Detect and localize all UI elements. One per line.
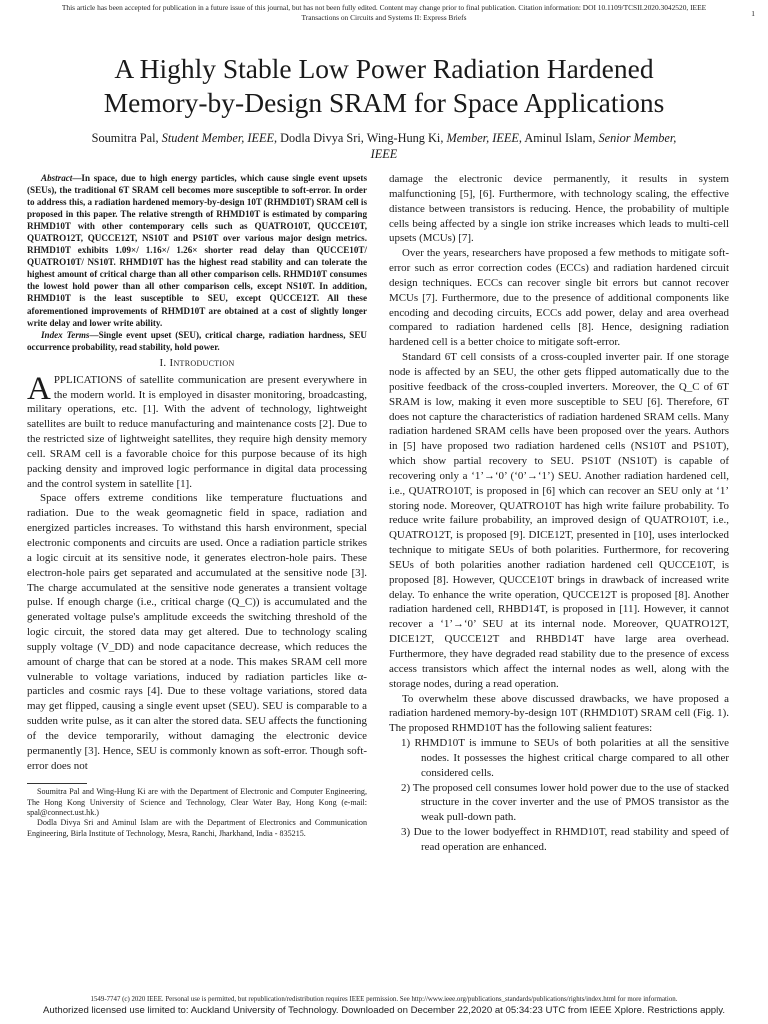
intro-paragraph-1-text: PPLICATIONS of satellite communication are present everywhere in the modern world. It is employed in disaster monitoring, broadcasting, military operations, etc. [1]. With the advent of technology, lightweight satellites are built to reduce manufacturing and maintenance costs [2]. Due to the restricted size of lightweight satellites, they require high density memory cell. SRAM cell is a favorable choice for this purpose because of its high packing density and improved logic performance in digital data processing and the control system in satellite [1]. <box>27 373 367 490</box>
list-item: 2) The proposed cell consumes lower hold power due to the use of stacked structure in the cover inverter and the use of PMOS transistor as the weak pull-down path. <box>401 781 729 824</box>
drop-cap: A <box>27 370 51 407</box>
right-paragraph-2: Over the years, researchers have proposed a few methods to mitigate soft-error such as error correction codes (ECCs) and radiation hardened circuit design techniques. ECCs can recover single bit errors but cannot recover MCUs [7]. Furthermore, due to the presence of additional components like encoding and decoding circuits, ECCs add power, delay and area overhead compared to radiation hardened cells [8]. Hence, designing radiation hardened cell is a better choice to mitigate soft-error. <box>389 247 729 349</box>
left-column <box>27 172 367 839</box>
notice-line-1: This article has been accepted for publication in a future issue of this journal, but has not been fully edited. Content may change prior to final publication. Citation information: DOI 10.1109/TCSII.2020.3042520, IEEE <box>61 3 707 12</box>
right-paragraph-1: damage the electronic device permanently, it results in system malfunctioning [5], [6]. Furthermore, with technology scaling, the effective distance between transistors is reducing. Hence, the probability of multiple cells being affected by a single ion strike increases which leads to multi-cell upsets (MCUs) [7]. <box>389 173 729 245</box>
list-item: 1) RHMD10T is immune to SEUs of both polarities at all the sensitive nodes. It possesses the highest critical charge compared to all other considered cells. <box>401 737 729 779</box>
publication-notice <box>20 3 748 22</box>
footnote-affiliation-1: Soumitra Pal and Wing-Hung Ki are with the Department of Electronic and Computer Engineering, The Hong Kong University of Science and Technology, Clear Water Bay, Hong Kong (e-mail: spal@connect.ust.hk.) <box>27 787 367 818</box>
intro-paragraph-1 <box>27 370 367 492</box>
section-heading-introduction: I. Introduction <box>159 356 235 369</box>
author-2-3: , Dodla Divya Sri, Wing-Hung Ki, <box>274 131 444 145</box>
abstract <box>27 172 367 329</box>
author-3-role: Member, IEEE <box>446 131 519 145</box>
intro-paragraph-2: Space offers extreme conditions like temperature fluctuations and radiation. Due to the weak geomagnetic field in space, radiation and energized particles increases. To withstand this harsh environment, special electronic components and circuits are used. Once a radiation particle strikes a logic circuit at its sensitive node, it generates electron-hole pairs. These electron-hole pairs get separated and accumulated at the sensitive node [3]. The charge accumulated at the sensitive node generates a transient voltage pulse. If enough charge (i.e., critical charge (Q_C)) is accumulated and the generated voltage pulse's amplitude exceeds the switching threshold of the logic circuit, the stored data may get altered. Due to technology scaling supply voltage (V_DD) and node capacitance decrease, which reduces the amount of charge that can be stored at a node. This makes SRAM cell more vulnerable to voltage variations, induced by radiation particles like α-particles and cosmic rays [4]. Due to these voltage variations, stored data may get flipped, causing a single event upset (SEU). SEU is comparable to a sudden write pulse, as it can alter the stored data. SEU affects the functioning of the device temporarily, without damaging the electronic device permanently [3]. Hence, SEU is commonly known as soft-error. Though soft-error does not <box>27 492 367 772</box>
page-number: 1 <box>751 9 755 18</box>
author-list <box>30 130 738 162</box>
right-paragraph-4: To overwhelm these above discussed drawbacks, we have proposed a radiation hardened memory-by-design 10T (RHMD10T) SRAM cell (Fig. 1). The proposed RHMD10T has the following salient features: <box>389 692 729 735</box>
index-terms <box>27 329 367 353</box>
author-4-role: Senior Member, <box>598 131 677 145</box>
index-terms-lead: Index Terms <box>41 329 90 340</box>
license-notice: Authorized licensed use limited to: Auckland University of Technology. Downloaded on December 22,2020 at 05:34:23 UTC from IEEE Xplore. Restrictions apply. <box>42 1005 726 1016</box>
footnote-affiliation-2: Dodla Divya Sri and Aminul Islam are with the Department of Electronics and Communication Engineering, Birla Institute of Technology, Mesra, Ranchi, Jharkhand, India - 835215. <box>27 818 367 838</box>
author-4-role-tail: IEEE <box>370 147 398 161</box>
author-4: , Aminul Islam, <box>518 131 596 145</box>
paper-title <box>20 52 748 120</box>
notice-line-2: Transactions on Circuits and Systems II: Express Briefs <box>301 12 467 22</box>
index-terms-text: —Single event upset (SEU), critical charge, radiation hardness, SEU occurrence probability, read stability, hold power. <box>27 329 367 352</box>
footnote-divider <box>27 783 87 784</box>
list-item: 3) Due to the lower bodyeffect in RHMD10T, read stability and speed of read operation are enhanced. <box>401 826 729 853</box>
right-paragraph-3: Standard 6T cell consists of a cross-coupled inverter pair. If one storage node is affected by an SEU, the other gets flipped automatically due to the positive feedback of the cross-coupled inverters. Moreover, the Q_C of 6T SRAM is low, making it even more susceptible to SEU [6]. Therefore, 6T does not capture the characteristics of radiation hardened SRAM cells. Many radiation hardened SRAM cells have been proposed over the years. Authors in [5] have proposed two radiation hardened cells (NS10T and PS10T), which show partial recovery to SEU. PS10T (NS10T) is capable of recovering only a ‘1’→‘0’ (‘0’→‘1’) SEU. Another radiation hardened cell, i.e., QUATRO10T, is proposed in [6] which can recover an SEU only at ‘1’ storing node. Moreover, QUATRO10T has high write failure probability. To reduce write failure probability, an improved design of QUATRO10T, i.e., QUATRO12T, is proposed [9]. DICE12T, presented in [10], uses interlocked technique to mitigate SEUs of both polarities. Furthermore, for recovering SEUs of both polarities another radiation hardened cell QUCCE10T, is proposed [8]. However, QUCCE10T brings in drawback of increased write delay. To enhance the write operation, QUCCE12T is proposed [8]. Another radiation hardened cell, RHBD14T, is proposed in [11]. However, it cannot recover a ‘1’→‘0’ SEU at its internal node. Moreover, QUATRO12T, DICE12T, QUCCE12T and RHBD14T have large area overhead. Furthermore, they have degraded read stability due to the presence of excess access transistors which affect the internal nodes as well, along with the storage nodes, during a read operation. <box>389 351 729 690</box>
author-1-role: Student Member, IEEE <box>161 131 275 145</box>
abstract-lead: Abstract <box>41 173 73 183</box>
copyright-notice: 1549-7747 (c) 2020 IEEE. Personal use is permitted, but republication/redistribution requires IEEE permission. See http://www.ieee.org/publications_standards/publications/rights/index.html for more information. <box>90 996 678 1003</box>
features-list <box>389 736 729 855</box>
title-line-1: A Highly Stable Low Power Radiation Hardened <box>114 53 654 84</box>
title-line-2: Memory-by-Design SRAM for Space Applications <box>103 87 665 118</box>
abstract-text: —In space, due to high energy particles, which cause single event upsets (SEUs), the traditional 6T SRAM cell becomes more susceptible to soft-error. In order to address this, a radiation hardened memory-by-design 10T (RHMD10T) SRAM cell is proposed in this paper. The relative strength of RHMD10T is estimated by comparing RHMD10T with other contemporary cells such as QUATRO10T, QUCCE10T, QUATRO12T, QUCCE12T, NS10T and PS10T over various major design metrics. RHMD10T exhibits 1.09×/ 1.16×/ 1.26× shorter read delay than QUCCE10T/ QUATRO10T/ NS10T. RHMD10T has the highest read stability and can tolerate the highest amount of critical charge than all other comparison cells. RHMD10T consumes the lowest hold power than all other comparison cells, except NS10T. In addition, RHMD10T is the least susceptible to SEU, except QUCCE12T. All these aforementioned improvements of RHMD10T are obtained at a cost of slightly longer write delay and lower write ability. <box>27 173 367 328</box>
right-column <box>389 172 729 855</box>
author-1: Soumitra Pal, <box>91 131 159 145</box>
